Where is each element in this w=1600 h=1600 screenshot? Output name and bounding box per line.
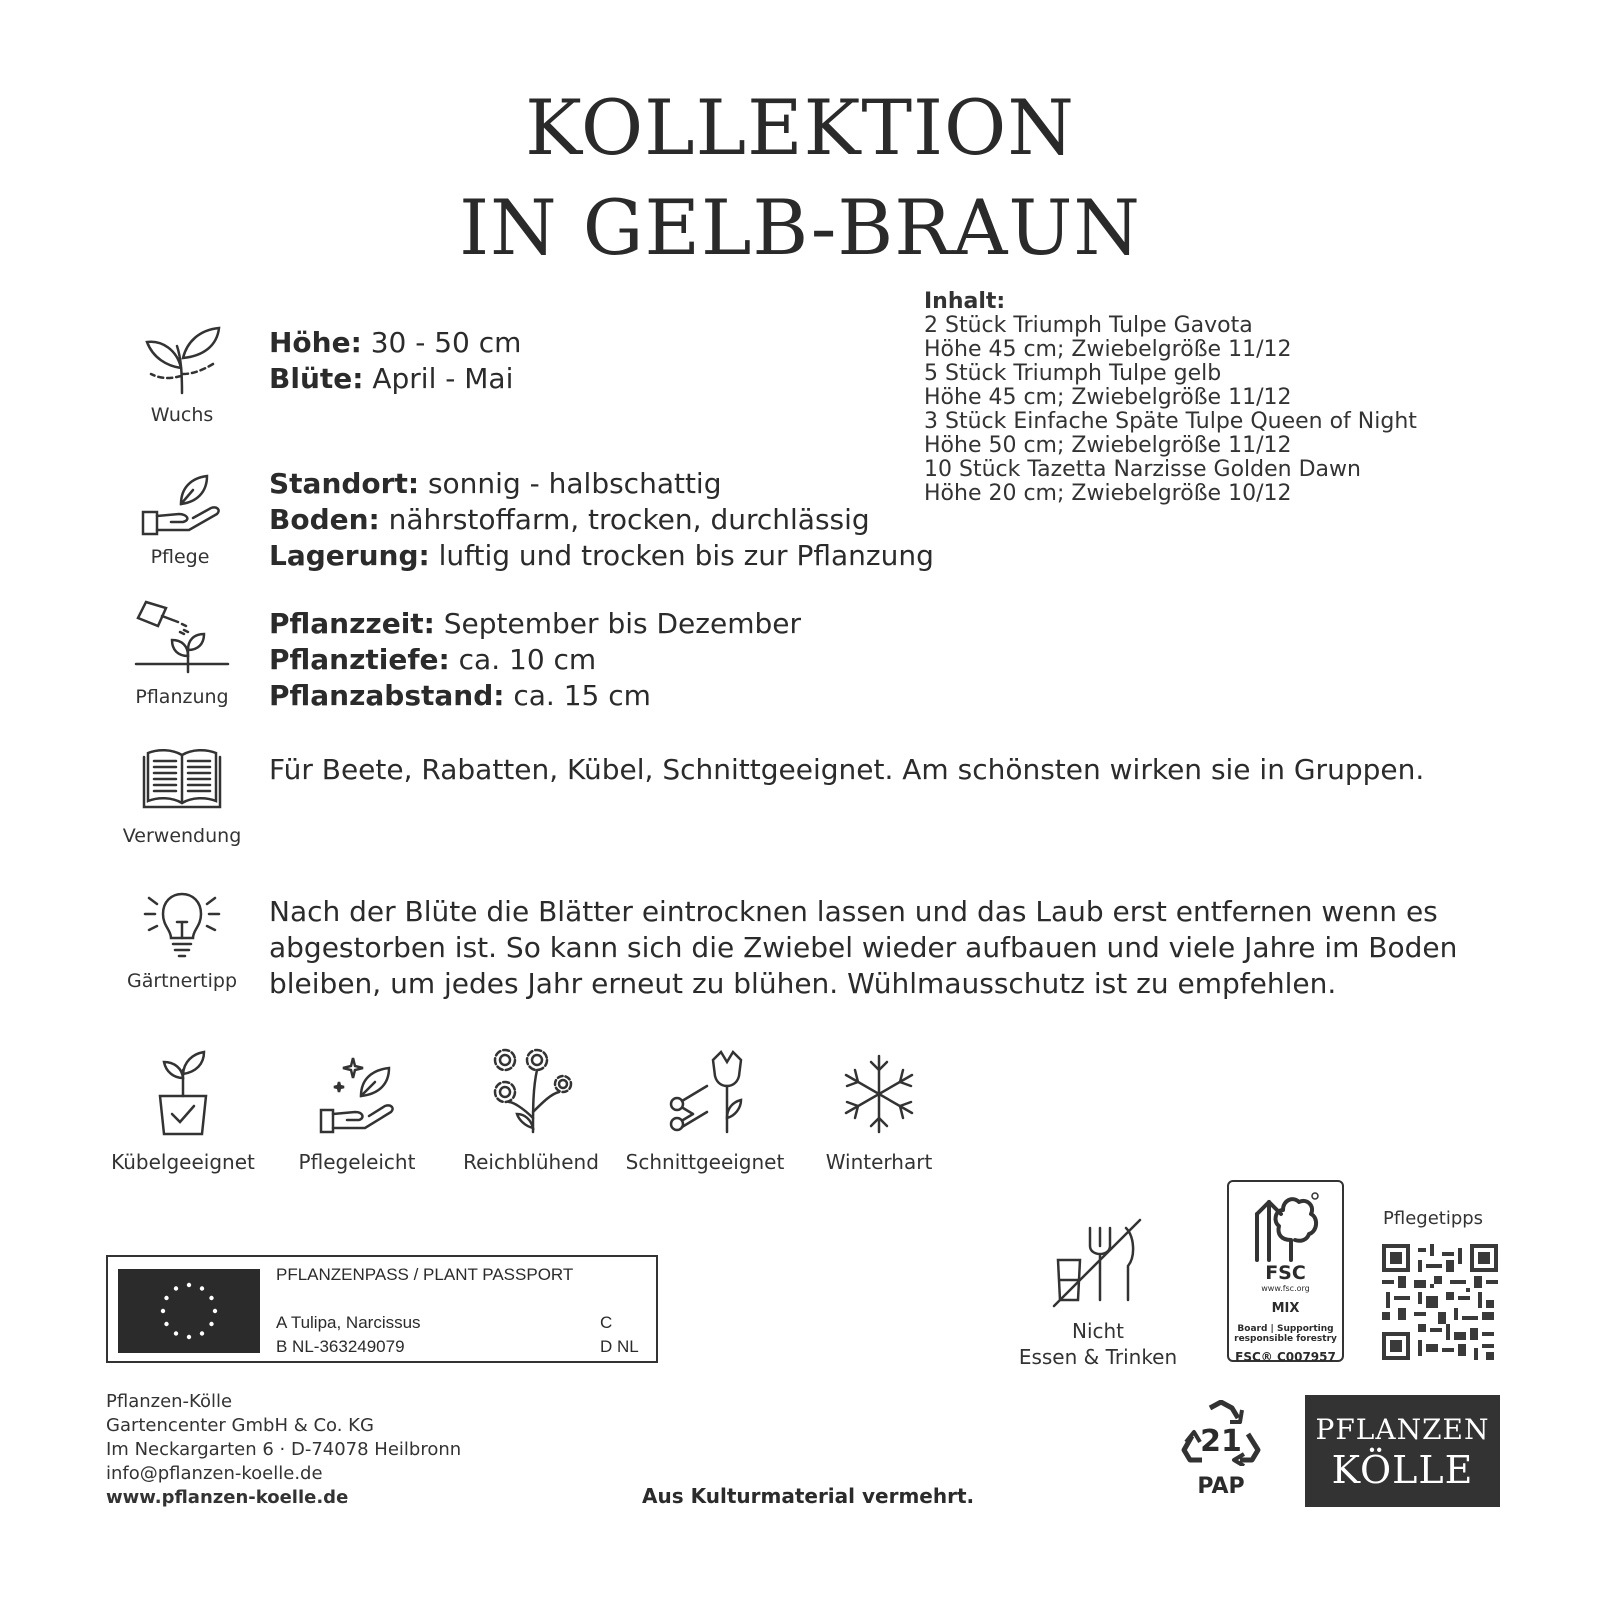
badge-label: Reichblühend bbox=[463, 1150, 599, 1174]
standort-key: Standort: bbox=[269, 467, 420, 500]
fsc-brand: FSC bbox=[1265, 1262, 1306, 1284]
bluete-key: Blüte: bbox=[269, 362, 364, 395]
pflege-details bbox=[269, 466, 934, 574]
logo-line2: KÖLLE bbox=[1331, 1448, 1474, 1492]
not-food-line2: Essen & Trinken bbox=[1018, 1345, 1178, 1369]
tipp-line: bleiben, um jedes Jahr erneut zu blühen. Wühlmausschutz ist zu empfehlen. bbox=[269, 967, 1337, 1000]
pflanzung-details bbox=[269, 606, 801, 714]
fsc-claim1: Board | Supporting bbox=[1237, 1324, 1334, 1334]
badge-label: Schnittgeeignet bbox=[625, 1150, 785, 1174]
tipp-line: Nach der Blüte die Blätter eintrocknen lassen und das Laub erst entfernen wenn es bbox=[269, 895, 1438, 928]
address-line2: Gartencenter GmbH & Co. KG bbox=[106, 1415, 374, 1436]
flower-bouquet-icon bbox=[489, 1048, 573, 1136]
logo-line1: PFLANZEN bbox=[1315, 1413, 1490, 1446]
not-food-label bbox=[1018, 1318, 1178, 1370]
contents-line: 2 Stück Triumph Tulpe Gavota bbox=[924, 313, 1253, 338]
address-website[interactable]: www.pflanzen-koelle.de bbox=[106, 1487, 349, 1508]
hand-leaf-icon bbox=[135, 470, 225, 540]
not-food-line1: Nicht bbox=[1071, 1319, 1125, 1343]
page-title-line2: IN GELB-BRAUN bbox=[459, 183, 1141, 272]
pflanzabstand-key: Pflanzabstand: bbox=[269, 679, 505, 712]
pflanzung-section-icon bbox=[112, 598, 252, 708]
contents-line: 10 Stück Tazetta Narzisse Golden Dawn bbox=[924, 457, 1361, 482]
fsc-code: FSC® C007957 bbox=[1235, 1350, 1336, 1364]
pflanztiefe-key: Pflanztiefe: bbox=[269, 643, 450, 676]
contents-line: Höhe 20 cm; Zwiebelgröße 10/12 bbox=[924, 481, 1292, 506]
verwendung-text: Für Beete, Rabatten, Kübel, Schnittgeeignet. Am schönsten wirken sie in Gruppen. bbox=[269, 753, 1425, 786]
qr-code-icon[interactable] bbox=[1382, 1244, 1498, 1360]
badge-schnittgeeignet bbox=[620, 1048, 790, 1174]
wuchs-details bbox=[269, 325, 521, 397]
fsc-claim2: responsible forestry bbox=[1234, 1334, 1337, 1344]
contents-line: Höhe 45 cm; Zwiebelgröße 11/12 bbox=[924, 337, 1292, 362]
badge-pflegeleicht bbox=[272, 1048, 442, 1174]
badge-label: Winterhart bbox=[825, 1150, 933, 1174]
lightbulb-icon bbox=[137, 886, 227, 960]
bluete-value: April - Mai bbox=[363, 362, 514, 395]
pflanzzeit-key: Pflanzzeit: bbox=[269, 607, 435, 640]
snowflake-icon bbox=[839, 1048, 919, 1136]
pflanztiefe-value: ca. 10 cm bbox=[449, 643, 597, 676]
page-title-line1: KOLLEKTION bbox=[525, 83, 1075, 172]
scissors-tulip-icon bbox=[663, 1048, 747, 1136]
wuchs-label: Wuchs bbox=[150, 404, 214, 426]
passport-title: PFLANZENPASS / PLANT PASSPORT bbox=[276, 1265, 574, 1284]
pflanzzeit-value: September bis Dezember bbox=[434, 607, 801, 640]
boden-key: Boden: bbox=[269, 503, 380, 536]
contents-line: 5 Stück Triumph Tulpe gelb bbox=[924, 361, 1222, 386]
sprout-icon bbox=[137, 318, 227, 398]
address-line3: Im Neckargarten 6 · D-74078 Heilbronn bbox=[106, 1439, 462, 1460]
verwendung-section-icon bbox=[112, 745, 252, 847]
address-line1: Pflanzen-Kölle bbox=[106, 1391, 233, 1412]
hoehe-value: 30 - 50 cm bbox=[361, 326, 522, 359]
passport-c: C bbox=[600, 1313, 613, 1332]
pflege-label: Pflege bbox=[150, 546, 210, 568]
badge-winterhart bbox=[794, 1048, 964, 1174]
recycle-code: PAP bbox=[1197, 1474, 1245, 1499]
open-book-icon bbox=[142, 745, 222, 811]
fsc-mix: MIX bbox=[1271, 1301, 1300, 1316]
pflanzung-label: Pflanzung bbox=[135, 686, 229, 708]
boden-value: nährstoffarm, trocken, durchlässig bbox=[379, 503, 870, 536]
fsc-label bbox=[1227, 1180, 1344, 1362]
badge-label: Pflegeleicht bbox=[298, 1150, 416, 1174]
contents-line: Höhe 45 cm; Zwiebelgröße 11/12 bbox=[924, 385, 1292, 410]
lagerung-key: Lagerung: bbox=[269, 539, 430, 572]
tipp-section-icon bbox=[112, 886, 252, 992]
company-address bbox=[106, 1390, 461, 1510]
fsc-url: www.fsc.org bbox=[1261, 1284, 1310, 1293]
qr-label: Pflegetipps bbox=[1383, 1208, 1484, 1229]
hand-sparkle-leaf-icon bbox=[317, 1048, 397, 1136]
eu-flag-icon bbox=[118, 1269, 260, 1353]
badge-label: Kübelgeeignet bbox=[111, 1150, 255, 1174]
pflege-section-icon bbox=[110, 470, 250, 568]
watering-can-icon bbox=[132, 598, 232, 680]
contents-heading: Inhalt: bbox=[924, 289, 1006, 314]
badge-kuebelgeeignet bbox=[98, 1048, 268, 1174]
plant-passport bbox=[106, 1255, 658, 1363]
wuchs-section-icon bbox=[112, 318, 252, 426]
pflanzabstand-value: ca. 15 cm bbox=[504, 679, 651, 712]
contents-line: 3 Stück Einfache Späte Tulpe Queen of Night bbox=[924, 409, 1417, 434]
standort-value: sonnig - halbschattig bbox=[419, 467, 722, 500]
tipp-line: abgestorben ist. So kann sich die Zwiebel wieder aufbauen und viele Jahre im Boden bbox=[269, 931, 1458, 964]
brand-logo bbox=[1305, 1395, 1500, 1507]
badge-reichbluehend bbox=[446, 1048, 616, 1174]
contents-line: Höhe 50 cm; Zwiebelgröße 11/12 bbox=[924, 433, 1292, 458]
lagerung-value: luftig und trocken bis zur Pflanzung bbox=[429, 539, 934, 572]
tipp-label: Gärtnertipp bbox=[126, 970, 238, 992]
footer-note: Aus Kulturmaterial vermehrt. bbox=[642, 1484, 975, 1508]
potted-plant-icon bbox=[148, 1048, 218, 1136]
verwendung-label: Verwendung bbox=[122, 825, 242, 847]
passport-d: D NL bbox=[600, 1337, 639, 1356]
hoehe-key: Höhe: bbox=[269, 326, 362, 359]
recycle-number: 21 bbox=[1200, 1424, 1242, 1459]
fsc-tree-icon bbox=[1251, 1190, 1321, 1266]
passport-b: B NL-363249079 bbox=[276, 1337, 405, 1356]
tipp-text bbox=[269, 894, 1457, 1002]
passport-a: A Tulipa, Narcissus bbox=[276, 1313, 421, 1332]
no-food-drink-icon bbox=[1050, 1216, 1144, 1308]
contents-list bbox=[924, 290, 1417, 506]
address-email[interactable]: info@pflanzen-koelle.de bbox=[106, 1463, 323, 1484]
